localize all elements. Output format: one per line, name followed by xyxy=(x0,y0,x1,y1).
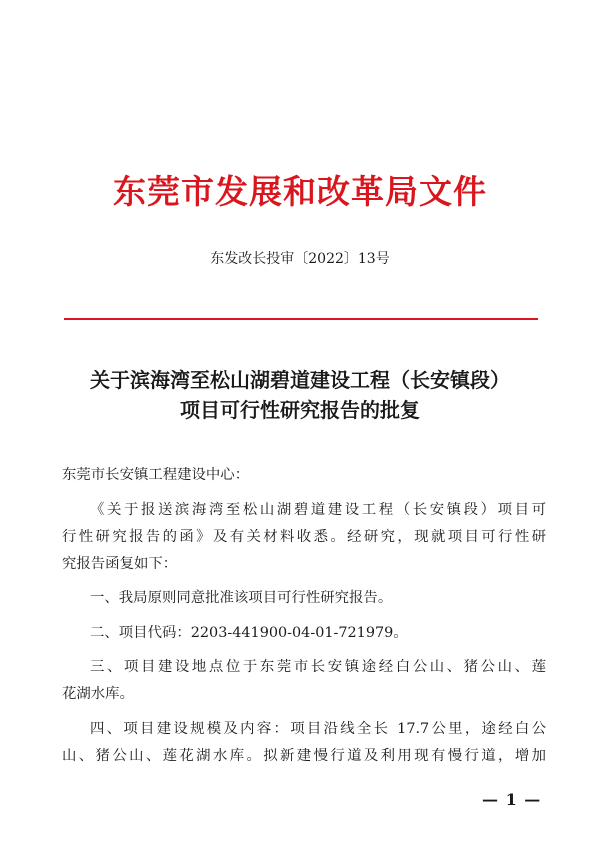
document-body xyxy=(62,462,546,770)
item-4-line-2: 山、猪公山、莲花湖水库。拟新建慢行道及利用现有慢行道，增加 xyxy=(62,747,546,764)
issuer-title: 东莞市发展和改革局文件 xyxy=(113,172,487,211)
item-2: 二、项目代码：2203-441900-04-01-721979。 xyxy=(90,624,408,641)
document-number: 东发改长投审〔2022〕13号 xyxy=(210,251,390,267)
item-3-line-1: 三、项目建设地点位于东莞市长安镇途经白公山、猪公山、莲 xyxy=(90,659,546,676)
item-4-line-1: 四、项目建设规模及内容：项目沿线全长 17.7公里，途经白公 xyxy=(90,720,546,737)
paragraph-1-line-3: 究报告函复如下： xyxy=(62,555,178,572)
red-divider-line xyxy=(64,318,538,320)
paragraph-1-line-2: 行性研究报告的函》及有关材料收悉。经研究，现就项目可行性研 xyxy=(62,528,546,545)
title-line-1: 关于滨海湾至松山湖碧道建设工程（长安镇段） xyxy=(90,368,510,392)
addressee: 东莞市长安镇工程建设中心： xyxy=(62,467,250,483)
item-3-line-2: 花湖水库。 xyxy=(62,686,134,703)
document-title xyxy=(0,365,600,425)
item-1: 一、我局原则同意批准该项目可行性研究报告。 xyxy=(90,590,393,607)
page-number: — 1 — xyxy=(482,790,542,809)
title-line-2: 项目可行性研究报告的批复 xyxy=(180,398,420,422)
paragraph-1-line-1: 《关于报送滨海湾至松山湖碧道建设工程（长安镇段）项目可 xyxy=(90,501,546,518)
